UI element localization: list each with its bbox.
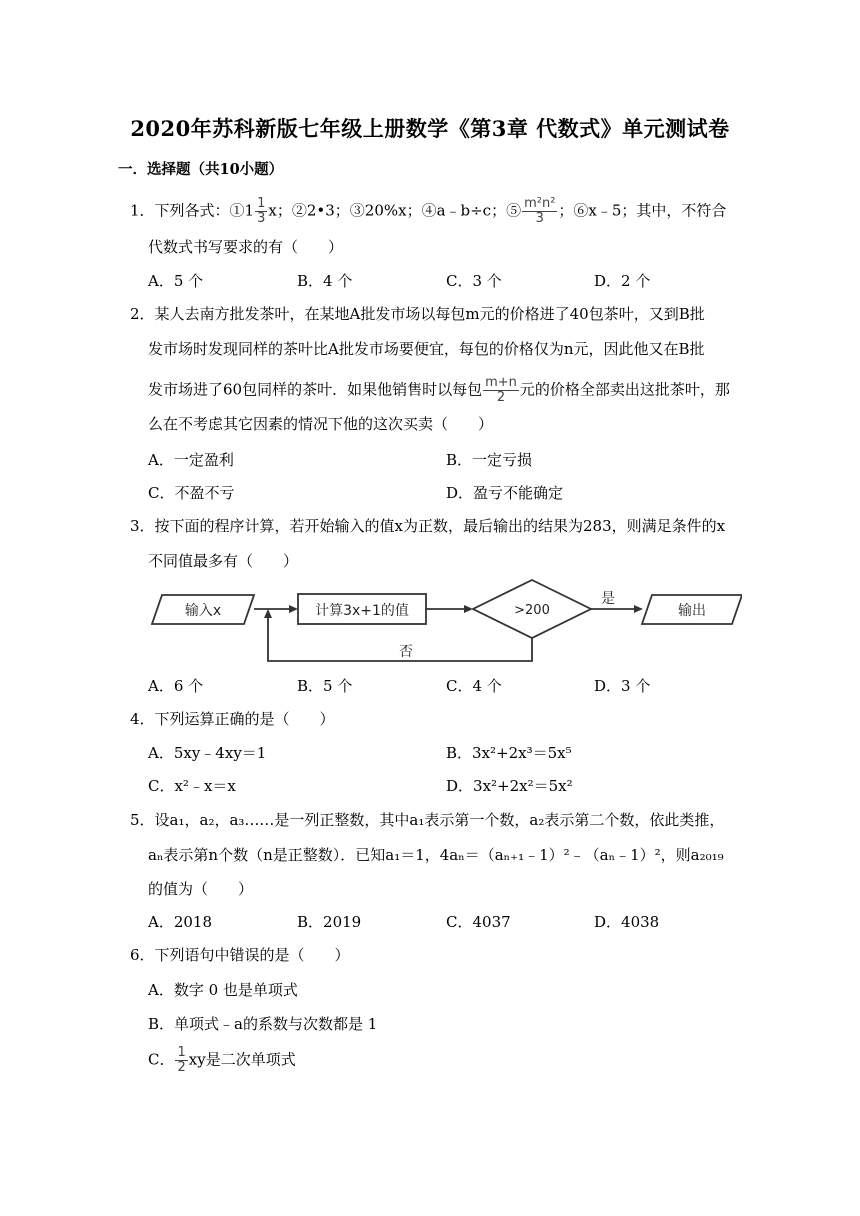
q1-stem-a: 1．下列各式：①1 <box>130 201 255 220</box>
q2-option-b: B．一定亏损 <box>446 451 533 469</box>
q6-option-c-prefix: C． <box>148 1050 175 1069</box>
q4-option-b: B．3x²+2x³＝5x⁵ <box>446 744 572 762</box>
q5-line1: 5．设a₁，a₂，a₃……是一列正整数，其中a₁表示第一个数，a₂表示第二个数，依此类推， <box>130 811 725 829</box>
q4-option-d: D．3x²+2x²＝5x² <box>446 777 573 795</box>
q1-fraction-2: $\frac{\text{m²n²}}{3}$ <box>524 196 556 226</box>
q5-option-b: B．2019 <box>297 913 362 931</box>
flow-condition-label: >200 <box>514 603 550 618</box>
flowchart <box>148 578 742 668</box>
q1-option-b: B．4 个 <box>297 272 353 290</box>
flow-output-label: 输出 <box>678 603 706 619</box>
q6-option-a: A．数字 0 也是单项式 <box>148 981 298 999</box>
flow-compute-label: 计算3x+1的值 <box>315 603 409 619</box>
flow-yes-label: 是 <box>601 591 615 607</box>
flow-no-label: 否 <box>399 644 413 660</box>
section-heading: 一．选择题（共10小题） <box>118 161 284 178</box>
q5-option-d: D．4038 <box>594 913 660 931</box>
q2-line3-a: 发市场进了60包同样的茶叶．如果他销售时以每包 <box>148 380 483 399</box>
q4-stem: 4．下列运算正确的是（ ） <box>130 710 335 728</box>
q5-line2: aₙ表示第n个数（n是正整数）．已知a₁＝1，4aₙ＝（aₙ₊₁﹣1）²﹣（aₙ﹣1）²，则a₂₀₁₉ <box>148 846 724 864</box>
q2-option-a: A．一定盈利 <box>148 451 234 469</box>
q5-option-c: C．4037 <box>446 913 511 931</box>
q4-option-a: A．5xy﹣4xy＝1 <box>148 744 267 762</box>
q3-line1: 3．按下面的程序计算，若开始输入的值x为正数，最后输出的结果为283，则满足条件的x <box>130 517 726 535</box>
q6-option-c-fraction: $\frac{1}{2}$ <box>177 1045 186 1075</box>
q4-option-c: C．x²﹣x＝x <box>148 777 236 795</box>
q3-option-b: B．5 个 <box>297 677 353 695</box>
q1-stem-c: ；⑥x﹣5；其中，不符合 <box>558 201 727 220</box>
q3-option-d: D．3 个 <box>594 677 651 695</box>
q2-line2: 发市场时发现同样的茶叶比A批发市场要便宜，每包的价格仅为n元，因此他又在B批 <box>148 340 705 358</box>
q1-option-c: C．3 个 <box>446 272 502 290</box>
q6-stem: 6．下列语句中错误的是（ ） <box>130 946 350 964</box>
q2-option-d: D．盈亏不能确定 <box>446 484 564 502</box>
q3-line2: 不同值最多有（ ） <box>148 552 299 570</box>
q2-line4: 么在不考虑其它因素的情况下他的这次买卖（ ） <box>148 415 494 433</box>
q5-line3: 的值为（ ） <box>148 880 254 898</box>
q1-option-a: A．5 个 <box>148 272 204 290</box>
q6-option-c-suffix: xy是二次单项式 <box>188 1050 296 1069</box>
q1-option-d: D．2 个 <box>594 272 651 290</box>
q2-line3 <box>148 376 730 405</box>
q2-line3-b: 元的价格全部卖出这批茶叶，那 <box>519 380 730 399</box>
q1-line1 <box>130 197 726 226</box>
q5-option-a: A．2018 <box>148 913 213 931</box>
q3-option-c: C．4 个 <box>446 677 502 695</box>
q6-option-c <box>148 1046 296 1075</box>
q2-option-c: C．不盈不亏 <box>148 484 235 502</box>
flow-input-label: 输入x <box>184 603 222 619</box>
q1-line2: 代数式书写要求的有（ ） <box>148 238 344 256</box>
q1-fraction-1: $\frac{1}{3}$ <box>257 196 266 226</box>
q6-option-b: B．单项式﹣a的系数与次数都是 1 <box>148 1015 378 1033</box>
q2-line1: 2．某人去南方批发茶叶，在某地A批发市场以每包m元的价格进了40包茶叶，又到B批 <box>130 305 705 323</box>
q3-option-a: A．6 个 <box>148 677 204 695</box>
q1-stem-b: x；②2•3；③20%x；④a﹣b÷c；⑤ <box>268 201 522 220</box>
q2-fraction: $\frac{m+n}{2}$ <box>485 375 517 405</box>
page-title: 2020年苏科新版七年级上册数学《第3章 代数式》单元测试卷 <box>130 116 730 141</box>
